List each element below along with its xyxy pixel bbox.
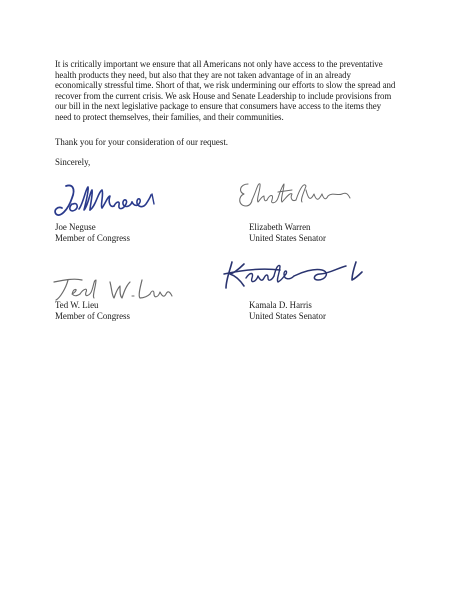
signatory-name: Elizabeth Warren xyxy=(249,222,311,232)
body-line: recover from the current crisis. We ask House and Senate Leadership to include provisions from xyxy=(55,90,392,101)
signatory-block-elizabeth-warren xyxy=(249,222,326,243)
body-line: need to protect themselves, their families, and their communities. xyxy=(55,111,284,122)
body-line: health products they need, but also that they are not taken advantage of in an already xyxy=(55,69,351,80)
signatory-name: Ted W. Lieu xyxy=(55,300,99,310)
signature-elizabeth-warren xyxy=(234,178,354,218)
closing-salutation: Sincerely, xyxy=(55,157,91,167)
signature-joe-neguse xyxy=(52,180,162,222)
body-line: economically stressful time. Short of that, we risk undermining our efforts to slow the spread and xyxy=(55,80,396,91)
body-paragraph xyxy=(55,59,427,123)
signatory-title: Member of Congress xyxy=(55,310,130,321)
thank-you-line: Thank you for your consideration of our request. xyxy=(55,137,229,147)
signatory-block-ted-w-lieu xyxy=(55,300,130,321)
signature-kamala-harris xyxy=(222,258,372,294)
signatory-title: Member of Congress xyxy=(55,232,130,243)
body-line: our bill in the next legislative package to ensure that consumers have access to the items they xyxy=(55,101,381,112)
signatory-name: Kamala D. Harris xyxy=(249,300,312,310)
signatory-name: Joe Neguse xyxy=(55,222,96,232)
body-line: It is critically important we ensure that all Americans not only have access to the preventative xyxy=(55,59,383,69)
signatory-block-kamala-d-harris xyxy=(249,300,326,321)
signatory-block-joe-neguse xyxy=(55,222,130,243)
signatory-title: United States Senator xyxy=(249,232,326,243)
signatory-title: United States Senator xyxy=(249,310,326,321)
